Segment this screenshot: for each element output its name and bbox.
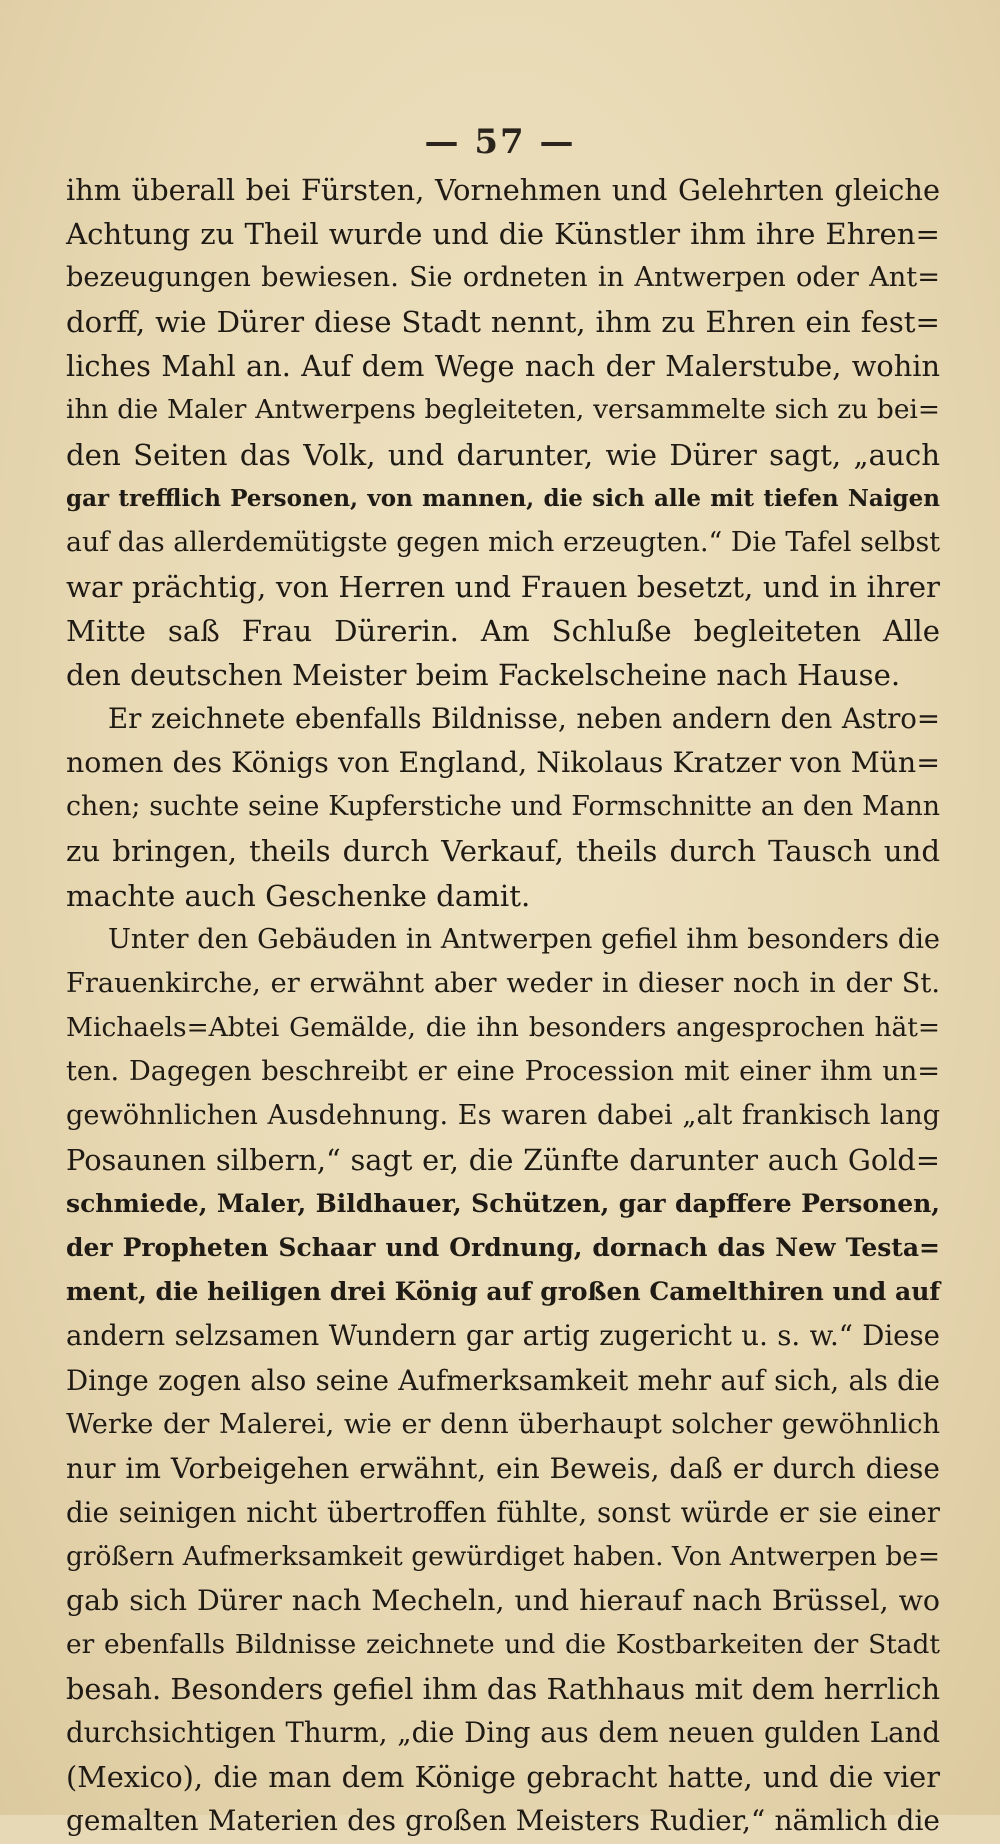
text-line: nomen des Königs von England, Nikolaus Kratzer von Mün= <box>66 746 940 780</box>
quoted-text-line: der Propheten Schaar und Ordnung, dornach das New Testa= <box>66 1233 940 1263</box>
text-line: gemalten Materien des großen Meisters Rudier,“ nämlich die <box>66 1804 940 1838</box>
text-line: größern Aufmerksamkeit gewürdiget haben. Von Antwerpen be= <box>66 1540 940 1572</box>
text-line: durchsichtigen Thurm, „die Ding aus dem neuen gulden Land <box>66 1716 940 1750</box>
text-line: liches Mahl an. Auf dem Wege nach der Malerstube, wohin <box>66 349 940 384</box>
text-line: chen; suchte seine Kupferstiche und Formschnitte an den Mann <box>66 791 940 823</box>
text-line: Achtung zu Theil wurde und die Künstler ihm ihre Ehren= <box>66 217 940 252</box>
page-number: — 57 — <box>424 122 576 162</box>
text-line: nur im Vorbeigehen erwähnt, ein Beweis, daß er durch diese <box>66 1451 940 1485</box>
text-line: machte auch Geschenke damit. <box>66 878 531 913</box>
text-line: Posaunen silbern,“ sagt er, die Zünfte darunter auch Gold= <box>66 1143 940 1178</box>
text-line: war prächtig, von Herren und Frauen besetzt, und in ihrer <box>66 569 940 604</box>
text-line: bezeugungen bewiesen. Sie ordneten in Antwerpen oder Ant= <box>66 262 940 294</box>
text-line: Dinge zogen also seine Aufmerksamkeit mehr auf sich, als die <box>66 1363 940 1397</box>
text-line: (Mexico), die man dem Könige gebracht hatte, und die vier <box>66 1760 940 1795</box>
text-line: Frauenkirche, er erwähnt aber weder in dieser noch in der St. <box>66 967 940 999</box>
paragraph-start-line: Er zeichnete ebenfalls Bildnisse, neben andern den Astro= <box>108 702 940 736</box>
text-line: auf das allerdemütigste gegen mich erzeugten.“ Die Tafel selbst <box>66 526 940 558</box>
text-line: Werke der Malerei, wie er denn überhaupt solcher gewöhnlich <box>66 1408 940 1440</box>
text-line: Mitte saß Frau Dürerin. Am Schluße begleiteten Alle <box>66 613 940 648</box>
quoted-text-line: ment, die heiligen drei König auf großen Camelthiren und auf <box>66 1277 941 1307</box>
text-line: gewöhnlichen Ausdehnung. Es waren dabei „alt frankisch lang <box>66 1099 940 1131</box>
text-line: ihm überall bei Fürsten, Vornehmen und Gelehrten gleiche <box>66 173 940 207</box>
text-line: besah. Besonders gefiel ihm das Rathhaus mit dem herrlich <box>66 1672 940 1707</box>
text-line: dorff, wie Dürer diese Stadt nennt, ihm zu Ehren ein fest= <box>66 305 940 340</box>
text-line: die seinigen nicht übertroffen fühlte, sonst würde er sie einer <box>66 1495 940 1529</box>
text-line: gab sich Dürer nach Mecheln, und hierauf nach Brüssel, wo <box>66 1584 940 1617</box>
body-text <box>66 168 940 1844</box>
text-line: Michaels=Abtei Gemälde, die ihn besonders angesprochen hät= <box>66 1011 940 1043</box>
text-line: den deutschen Meister beim Fackelscheine nach Hause. <box>66 658 901 693</box>
text-line: ihn die Maler Antwerpens begleiteten, versammelte sich zu bei= <box>66 394 940 426</box>
quoted-text-line: schmiede, Maler, Bildhauer, Schützen, gar dapffere Personen, <box>66 1189 940 1219</box>
text-line: ten. Dagegen beschreibt er eine Procession mit einer ihm un= <box>66 1055 940 1087</box>
paragraph-start-line: Unter den Gebäuden in Antwerpen gefiel ihm besonders die <box>108 923 940 955</box>
text-line: andern selzsamen Wundern gar artig zugericht u. s. w.“ Diese <box>66 1319 940 1353</box>
text-line: er ebenfalls Bildnisse zeichnete und die Kostbarkeiten der Stadt <box>66 1629 940 1661</box>
quoted-text-line: gar trefflich Personen, von mannen, die sich alle mit tiefen Naigen <box>66 484 940 512</box>
text-line: den Seiten das Volk, und darunter, wie Dürer sagt, „auch <box>66 437 940 472</box>
text-line: zu bringen, theils durch Verkauf, theils durch Tausch und <box>66 834 940 869</box>
